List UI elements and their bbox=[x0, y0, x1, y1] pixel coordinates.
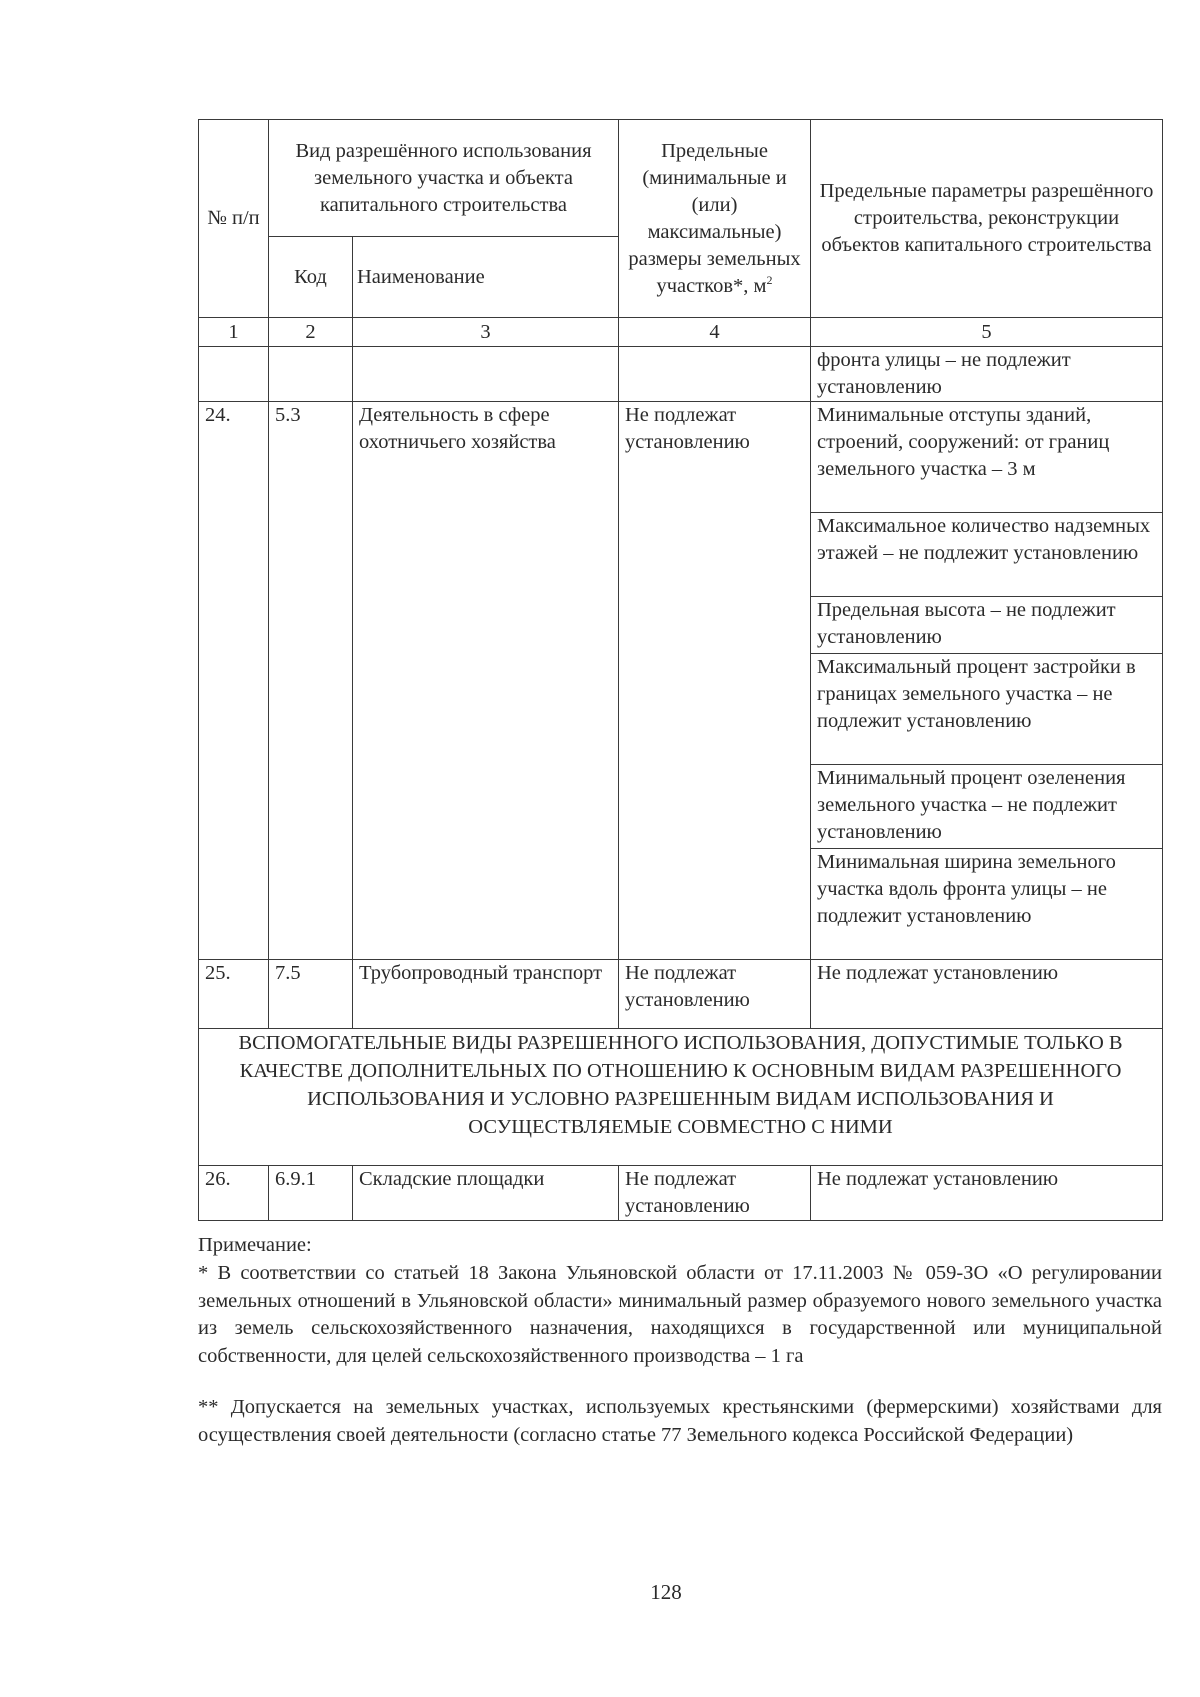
param-cell: Максимальное количество надземных этажей – не подлежит установлению bbox=[811, 513, 1163, 597]
col-number: 4 bbox=[619, 318, 811, 347]
col-number: 5 bbox=[811, 318, 1163, 347]
row-sizes: Не подлежат установлению bbox=[619, 1166, 811, 1221]
header-code: Код bbox=[269, 237, 353, 318]
row-code: 6.9.1 bbox=[269, 1166, 353, 1221]
param-cell: Минимальные отступы зданий, строений, сооружений: от границ земельного участка – 3 м bbox=[811, 402, 1163, 513]
param-cell: Предельная высота – не подлежит установлению bbox=[811, 597, 1163, 654]
column-number-row bbox=[199, 318, 1163, 347]
footnote-2: ** Допускается на земельных участках, используемых крестьянскими (фермерскими) хозяйствами для осуществления своей деятельности (согласно статье 77 Земельного кодекса Российской Федерации) bbox=[198, 1396, 1162, 1446]
row-num: 25. bbox=[199, 960, 269, 1029]
param-cell: Минимальная ширина земельного участка вдоль фронта улицы – не подлежит установлению bbox=[811, 849, 1163, 960]
row-name: Трубопроводный транспорт bbox=[353, 960, 619, 1029]
row-code: 5.3 bbox=[269, 402, 353, 960]
row-num: 24. bbox=[199, 402, 269, 960]
section-heading-row bbox=[199, 1029, 1163, 1166]
param-cell: Минимальный процент озеленения земельного участка – не подлежит установлению bbox=[811, 765, 1163, 849]
header-params: Предельные параметры разрешённого строительства, реконструкции объектов капитального строительства bbox=[811, 120, 1163, 318]
note-title: Примечание: bbox=[198, 1234, 312, 1256]
row-code: 7.5 bbox=[269, 960, 353, 1029]
col-number: 2 bbox=[269, 318, 353, 347]
footnote-1: * В соответствии со статьей 18 Закона Ульяновской области от 17.11.2003 № 059-ЗО «О регулировании земельных отношений в Ульяновской области» минимальный размер образуемого нового земельного участка из земель сельскохозяйственного назначения, находящихся в государственной или муниципальной собственности, для целей сельскохозяйственного производства – 1 га bbox=[198, 1262, 1162, 1367]
header-sizes: Предельные (минимальные и (или) максимальные) размеры земельных участков*, $м^2$ bbox=[619, 120, 811, 318]
section-heading: ВСПОМОГАТЕЛЬНЫЕ ВИДЫ РАЗРЕШЕННОГО ИСПОЛЬЗОВАНИЯ, ДОПУСТИМЫЕ ТОЛЬКО В КАЧЕСТВЕ ДОПОЛНИТЕЛЬНЫХ ПО ОТНОШЕНИЮ К ОСНОВНЫМ ВИДАМ РАЗРЕШЕННОГО ИСПОЛЬЗОВАНИЯ И УСЛОВНО РАЗРЕШЕННЫМ ВИДАМ ИСПОЛЬЗОВАНИЯ И ОСУЩЕСТВЛЯЕМЫЕ СОВМЕСТНО С НИМИ bbox=[199, 1029, 1163, 1166]
param-cell: Не подлежат установлению bbox=[811, 1166, 1163, 1221]
param-cell: Не подлежат установлению bbox=[811, 960, 1163, 1029]
continuation-cell: фронта улицы – не подлежит установлению bbox=[811, 347, 1163, 402]
row-num: 26. bbox=[199, 1166, 269, 1221]
table-row bbox=[199, 1166, 1163, 1221]
col-number: 1 bbox=[199, 318, 269, 347]
param-cell: Максимальный процент застройки в границах земельного участка – не подлежит установлению bbox=[811, 654, 1163, 765]
col-number: 3 bbox=[353, 318, 619, 347]
header-group-title: Вид разрешённого использования земельного участка и объекта капитального строительства bbox=[269, 120, 619, 237]
table-row bbox=[199, 402, 1163, 513]
table-header-row bbox=[199, 120, 1163, 237]
header-name: Наименование bbox=[353, 237, 619, 318]
row-sizes: Не подлежат установлению bbox=[619, 402, 811, 960]
row-sizes: Не подлежат установлению bbox=[619, 960, 811, 1029]
land-use-table bbox=[198, 119, 1163, 1221]
page-number: 128 bbox=[650, 1580, 682, 1604]
row-name: Складские площадки bbox=[353, 1166, 619, 1221]
header-num: № п/п bbox=[199, 120, 269, 318]
table-row bbox=[199, 347, 1163, 402]
row-name: Деятельность в сфере охотничьего хозяйства bbox=[353, 402, 619, 960]
table-row bbox=[199, 960, 1163, 1029]
